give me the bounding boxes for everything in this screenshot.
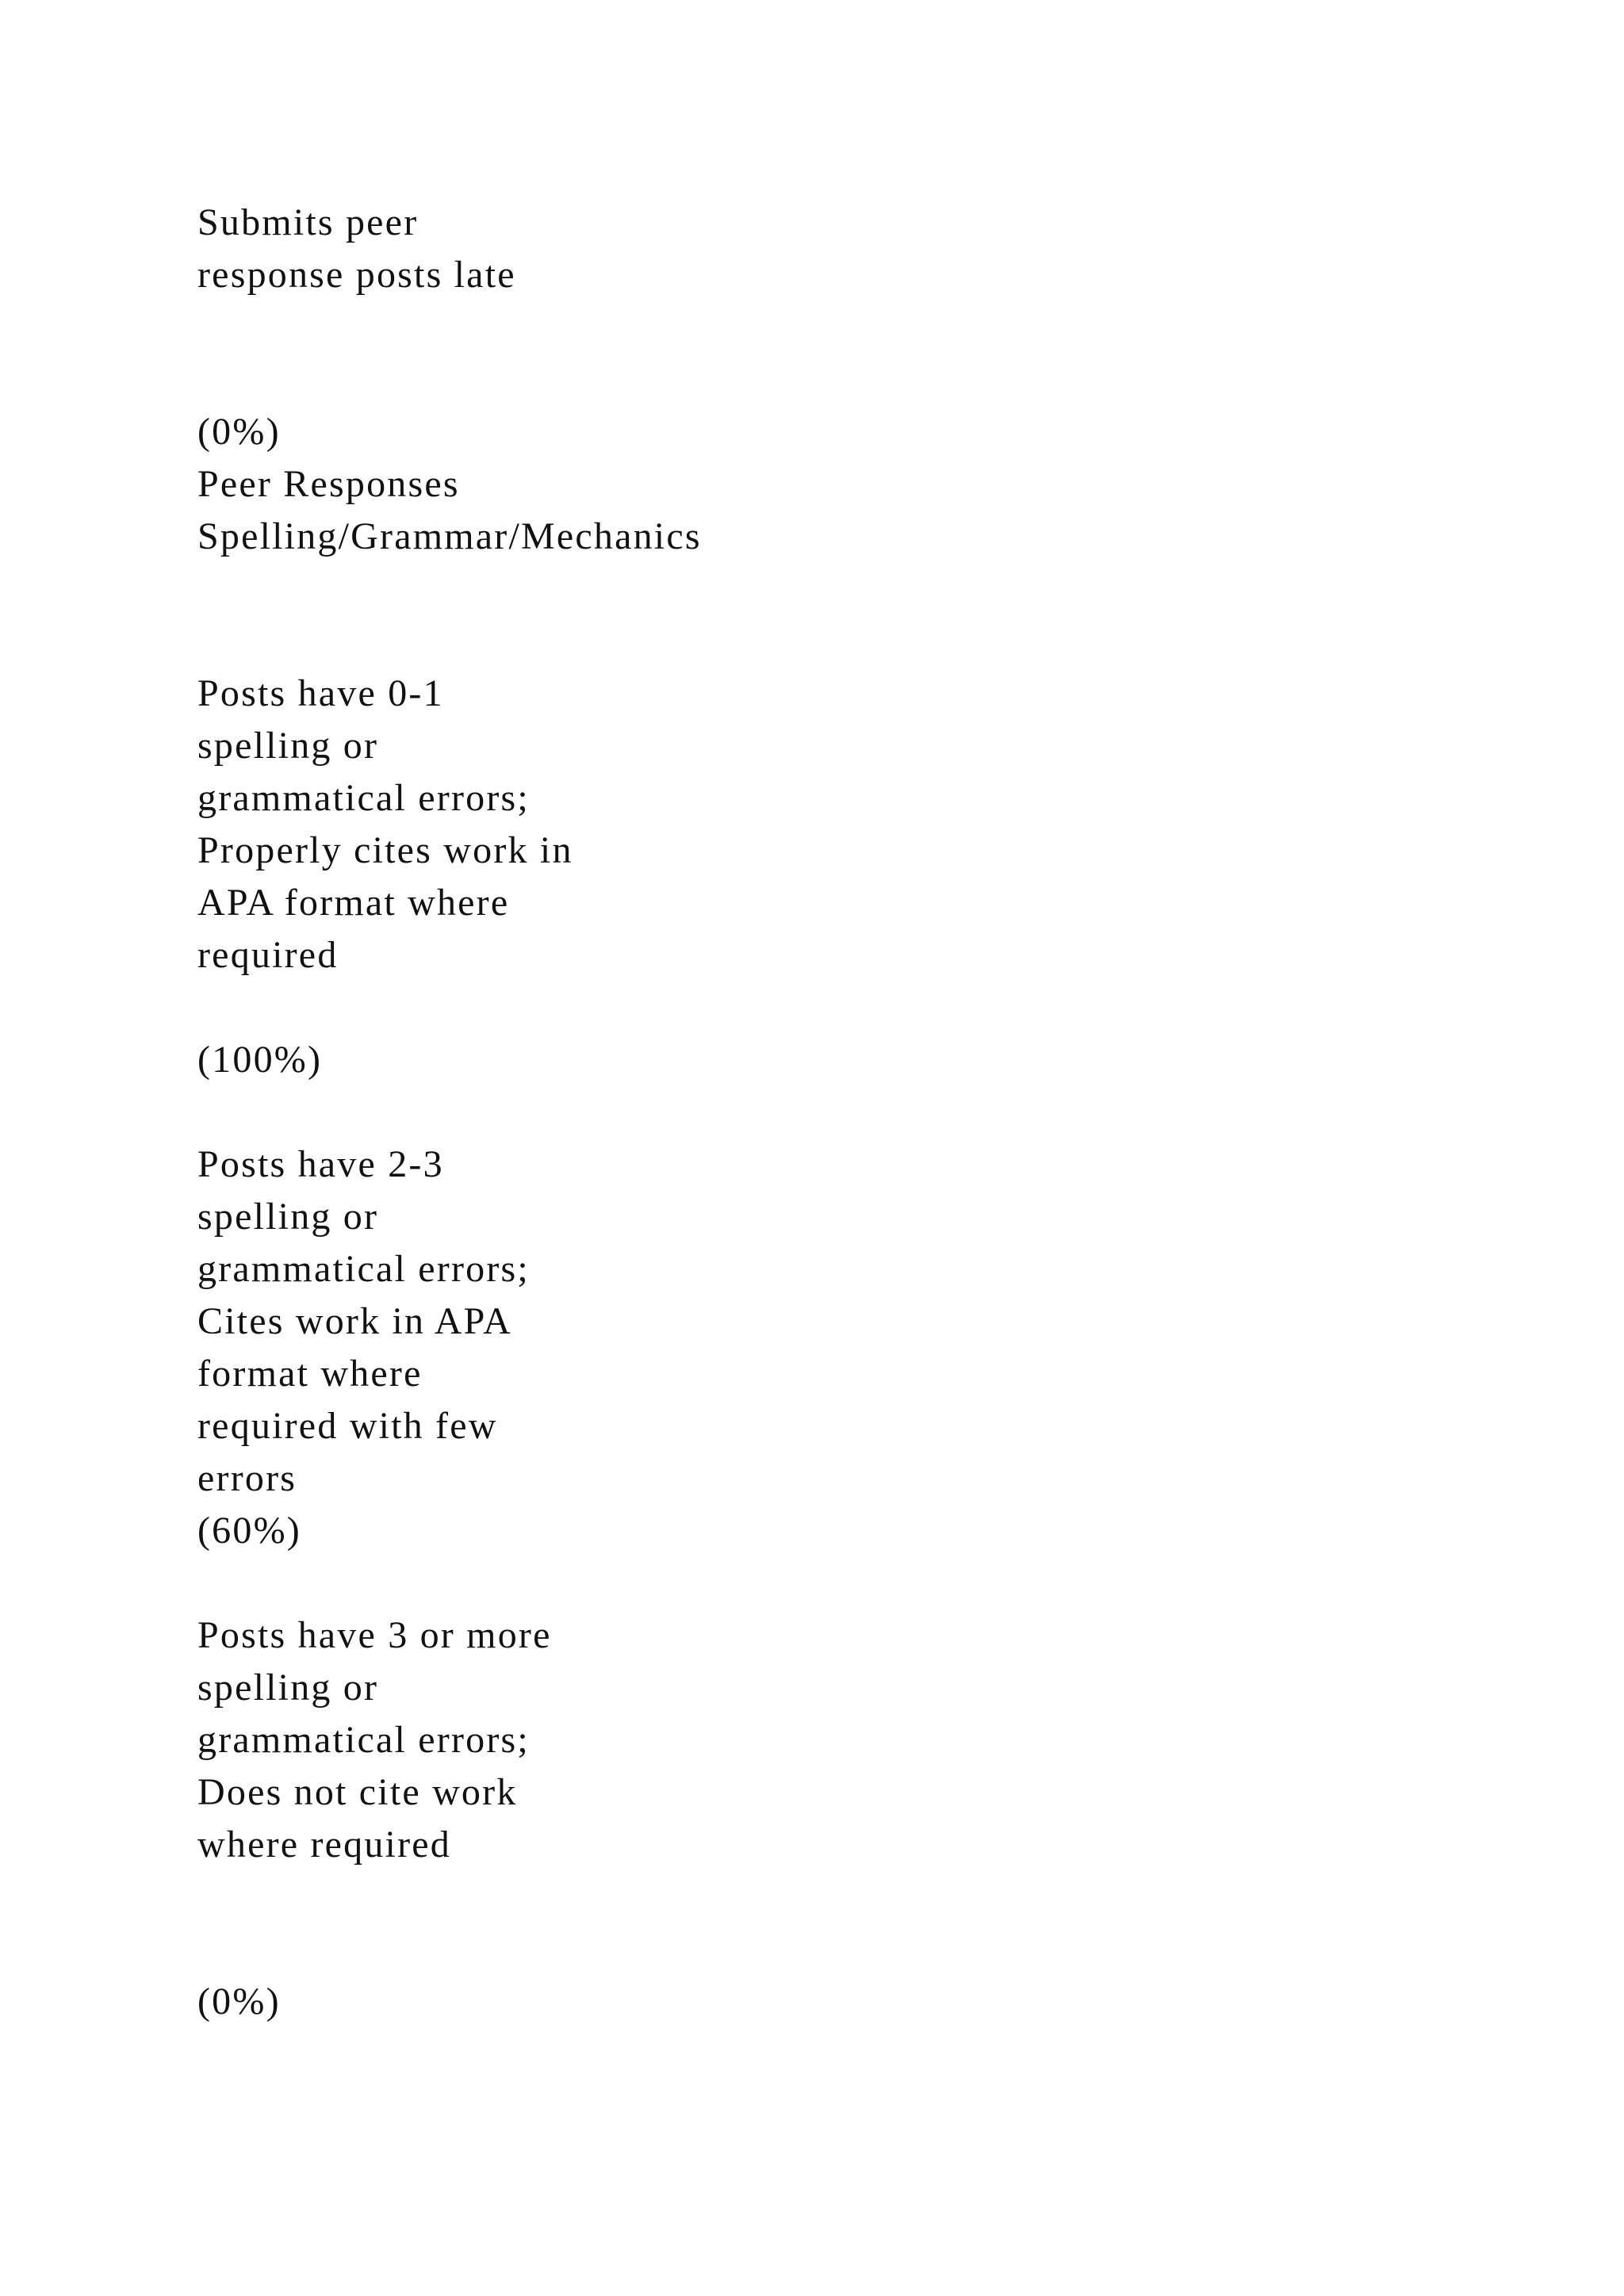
text-line: required [197, 934, 339, 976]
text-line: grammatical errors; [197, 1248, 530, 1290]
text-line: grammatical errors; [197, 777, 530, 819]
text-line: required with few [197, 1405, 498, 1447]
text-line: (100%) [197, 1039, 323, 1081]
text-line: Posts have 2-3 [197, 1143, 444, 1185]
text-line: errors [197, 1457, 297, 1499]
text-line: spelling or [197, 1196, 379, 1238]
text-line: Spelling/Grammar/Mechanics [197, 515, 702, 557]
text-line: where required [197, 1823, 451, 1866]
text-line: Submits peer [197, 201, 419, 243]
text-line: (0%) [197, 1980, 281, 2022]
text-line: Cites work in APA [197, 1300, 513, 1342]
text-line: (60%) [197, 1510, 301, 1552]
text-line: grammatical errors; [197, 1719, 530, 1761]
text-line: Properly cites work in [197, 829, 573, 871]
text-line: APA format where [197, 882, 510, 924]
text-line: (0%) [197, 411, 281, 453]
text-line: response posts late [197, 254, 516, 296]
text-line: spelling or [197, 725, 379, 767]
text-line: Posts have 3 or more [197, 1614, 552, 1656]
text-line: Does not cite work [197, 1771, 518, 1813]
text-line: Posts have 0-1 [197, 672, 444, 714]
text-line: Peer Responses [197, 463, 460, 505]
text-line: spelling or [197, 1667, 379, 1709]
text-line: format where [197, 1353, 423, 1395]
